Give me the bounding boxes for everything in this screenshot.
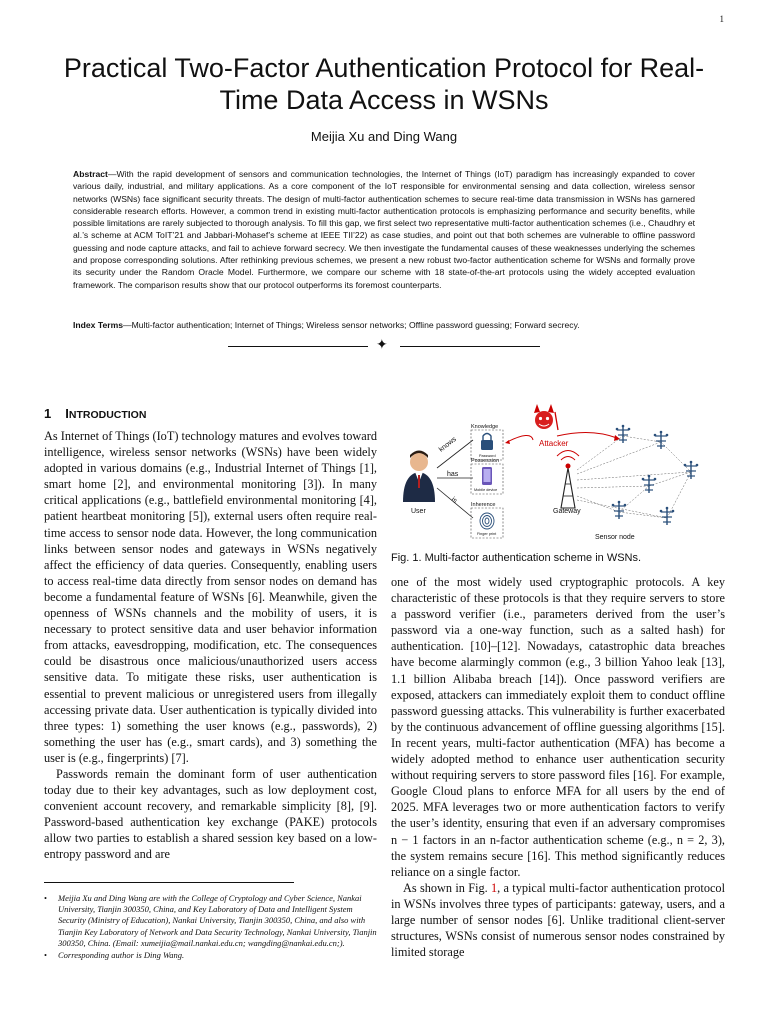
sensor-node-label: Sensor node	[595, 534, 635, 541]
paper-title: Practical Two-Factor Authentication Protocol for Real-Time Data Access in WSNs	[63, 53, 705, 115]
mobile-device-label: Mobile device	[474, 488, 498, 492]
knows-label: knows	[437, 435, 458, 454]
footnote-affiliation: • Meijia Xu and Ding Wang are with the College of Cryptology and Cyber Science, Nankai University, Tianjin 300350, China, and Key Laboratory of Data and Intelligent System Security (Ministry of Education), Nankai University, Tianjin 300350, China, and also with Tianjin Key Laboratory of Network and Data Security Technology, Nankai University, Tianjin 300350, China. (Email: xumeijia@mail.nankai.edu.cn; wangding@nankai.edu.cn;).	[44, 893, 377, 949]
password-icon	[481, 434, 493, 451]
attacker-icon	[534, 404, 558, 430]
paper-authors: Meijia Xu and Ding Wang	[310, 129, 458, 144]
abstract	[73, 168, 695, 291]
knowledge-label: Knowledge	[471, 424, 499, 430]
mobile-device-icon	[482, 467, 492, 485]
figure-caption: Fig. 1. Multi-factor authentication scheme in WSNs.	[391, 552, 642, 564]
section-title: NTRODUCTION	[68, 409, 147, 421]
paragraph: one of the most widely used cryptographic protocols. A key characteristic of these protocols is that they require servers to store a password verifier (i.e., parameters derived from the user’s password via a one-way function, such as a salted hash) for authentication. [10]–[12]. Nowadays, catastrophic data breaches have become alarmingly common (e.g., 3 billion Yahoo leak [13], 1.1 billion Alibaba breach [14]). Once password verifiers are exposed, attackers can immediately exploit them to conduct offline password guessing attacks. This vulnerability is further exacerbated by the continuous advancement of offline guessing algorithms [15]. In recent years, multi-factor authentication (MFA) has become a widely adopted method to enhance user authentication security without requiring servers to store password files [16]. For example, Google Cloud plans to enforce MFA for all users by the end of 2025. MFA leverages two or more authentication factors to verify the user’s identity, ensuring that even if an adversary compromises n − 1 factors in an n-factor authentication scheme (e.g., n = 2, 3), the system remains secure [16]. This method significantly reduces reliance on a single factor.	[391, 575, 725, 879]
is-label: is	[449, 496, 459, 505]
gateway-icon	[557, 451, 579, 509]
gateway-label: Gateway	[553, 508, 581, 515]
footnote-corresponding: • Corresponding author is Ding Wang.	[44, 950, 377, 961]
divider-star-icon: ✦	[376, 337, 388, 353]
mfa-diagram	[391, 400, 727, 550]
abstract-label: Abstract	[73, 169, 108, 179]
section-heading: 1 INTRODUCTION	[44, 406, 147, 421]
index-terms-label: Index Terms	[73, 320, 123, 330]
fingerprint-label: Finger print	[477, 532, 497, 536]
section-number: 1	[44, 406, 52, 421]
password-label: Password	[479, 454, 496, 458]
footnotes	[44, 893, 377, 962]
inherence-label: Inherence	[471, 502, 496, 508]
paragraph: Passwords remain the dominant form of user authentication today due to their key advantages, such as low deployment cost, convenient account recovery, and remarkable simplicity [8], [9]. Password-based authentication key exchange (PAKE) protocols allow two parties to establish a shared session key based on a low-entropy password and are	[44, 766, 377, 862]
paragraph: As shown in Fig. 1, a typical multi-factor authentication protocol in WSNs involves three types of participants: gateway, users, and a large number of sensor nodes [6]. Unlike traditional client-server structures, WSNs consist of numerous sensor nodes constrained by limited storage	[391, 880, 725, 960]
attacker-label: Attacker	[539, 439, 569, 448]
index-terms	[73, 319, 695, 331]
footnote-rule	[44, 882, 294, 883]
possession-label: Possession	[471, 458, 500, 464]
page-number: 1	[719, 14, 724, 24]
user-icon	[403, 451, 435, 503]
section-divider	[228, 337, 540, 353]
index-terms-text: —Multi-factor authentication; Internet of Things; Wireless sensor networks; Offline password guessing; Forward secrecy.	[123, 320, 580, 330]
left-column	[44, 428, 377, 863]
figure-reference-link[interactable]: 1	[491, 880, 498, 895]
right-column	[391, 574, 725, 960]
figure-1	[391, 400, 727, 550]
sensor-node-icon	[612, 425, 699, 525]
user-label: User	[411, 508, 426, 515]
abstract-text: —With the rapid development of sensors and communication technologies, the Internet of Things (IoT) paradigm has increasingly expanded to cover various daily, industrial, and military applications. As a core component of the IoT responsible for environmental sensing and data collection, wireless sensor networks (WSNs) face significant security threats. The design of multi-factor authentication schemes to secure real-time data transmission in WSNs has garnered considerable research efforts. However, a common trend in existing multi-factor authentication protocols is emphasizing performance and security benefits, while possible limitations are rarely subjected to thorough analysis. To fill this gap, we first select two representative multi-factor authentication schemes (i.e., Chaudhry et al.’s scheme at ACM ToIT’21 and Jabbari-Mohasef’s scheme at IEEE TII’22) as case studies, and point out that both schemes are vulnerable to offline password guessing and node capture attacks, and fail to achieve forward secrecy. We then investigate the fundamental causes of these weaknesses underlying the schemes and propose corresponding solutions. After rethinking previous schemes, we present a new robust two-factor authentication scheme for WSNs and formally prove its security under the Random Oracle Model. Furthermore, we compare our scheme with 18 state-of-the-art protocols using the widely accepted evaluation framework. The comparison results show that our protocol outperforms its foremost counterparts.	[73, 169, 695, 290]
has-label: has	[447, 471, 459, 478]
fingerprint-icon	[480, 513, 494, 529]
paragraph: As Internet of Things (IoT) technology matures and evolves toward intelligence, wireless sensor networks (WSNs) have been widely adopted in various domains (e.g., Industrial Internet of Things [1], smart home [2], and environmental monitoring [3]). In many critical applications (e.g., battlefield environmental monitoring [4], patient heartbeat monitoring [5]), external users often require real-time access to sensor node data. However, the long communication links between sensor nodes and gateways in WSNs negatively affect the efficiency of data queries. Consequently, enabling users to access real-time data directly from sensor nodes on demand has become a fundamental feature of WSNs [6]. Meanwhile, given the openness of WSNs channels and the mobility of users, it is necessary to protect sensitive data and user behavior information from attacks, eavesdropping, modification, etc. The consequences could be disastrous once malicious/unauthorized users access sensitive data. To mitigate these risks, user authentication is essential to prevent malicious or unregistered users from illegally accessing private data. User authentication is typically divided into three types: 1) something the user knows (e.g., passwords), 2) something the user has (e.g., smart cards), and 3) something the user is (e.g., fingerprints) [7].	[44, 429, 377, 765]
